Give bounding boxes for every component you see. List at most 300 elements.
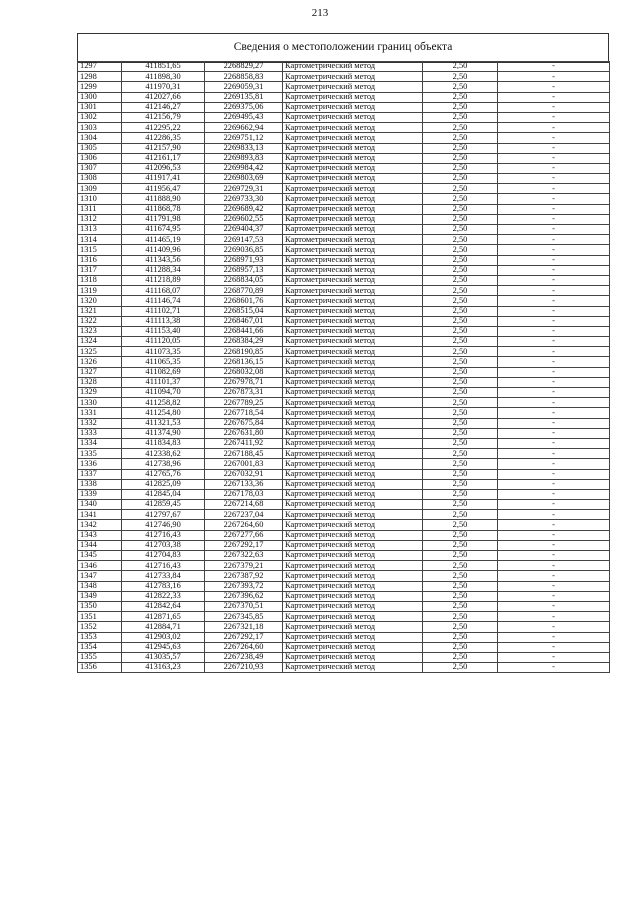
point-number-cell: 1311 xyxy=(78,204,122,214)
y-coordinate-cell: 2269059,31 xyxy=(205,82,283,92)
point-number-cell: 1306 xyxy=(78,153,122,163)
y-coordinate-cell: 2267345,85 xyxy=(205,612,283,622)
y-coordinate-cell: 2267396,62 xyxy=(205,591,283,601)
note-cell: - xyxy=(498,347,610,357)
x-coordinate-cell: 412704,83 xyxy=(122,551,205,561)
precision-cell: 2,50 xyxy=(423,601,498,611)
point-number-cell: 1335 xyxy=(78,449,122,459)
note-cell: - xyxy=(498,72,610,82)
precision-cell: 2,50 xyxy=(423,275,498,285)
table-row xyxy=(78,286,610,296)
method-cell: Картометрический метод xyxy=(283,479,423,489)
point-number-cell: 1345 xyxy=(78,551,122,561)
x-coordinate-cell: 412733,84 xyxy=(122,571,205,581)
precision-cell: 2,50 xyxy=(423,184,498,194)
table-row xyxy=(78,225,610,235)
note-cell: - xyxy=(498,510,610,520)
y-coordinate-cell: 2268515,04 xyxy=(205,306,283,316)
x-coordinate-cell: 411791,98 xyxy=(122,214,205,224)
table-row xyxy=(78,367,610,377)
note-cell: - xyxy=(498,296,610,306)
y-coordinate-cell: 2267188,45 xyxy=(205,449,283,459)
x-coordinate-cell: 411101,37 xyxy=(122,377,205,387)
y-coordinate-cell: 2267214,68 xyxy=(205,500,283,510)
precision-cell: 2,50 xyxy=(423,296,498,306)
x-coordinate-cell: 411917,41 xyxy=(122,174,205,184)
point-number-cell: 1318 xyxy=(78,275,122,285)
table-row xyxy=(78,459,610,469)
method-cell: Картометрический метод xyxy=(283,184,423,194)
point-number-cell: 1323 xyxy=(78,326,122,336)
table-row xyxy=(78,398,610,408)
note-cell: - xyxy=(498,642,610,652)
x-coordinate-cell: 411465,19 xyxy=(122,235,205,245)
x-coordinate-cell: 411102,71 xyxy=(122,306,205,316)
method-cell: Картометрический метод xyxy=(283,306,423,316)
point-number-cell: 1321 xyxy=(78,306,122,316)
x-coordinate-cell: 412146,27 xyxy=(122,102,205,112)
note-cell: - xyxy=(498,652,610,662)
method-cell: Картометрический метод xyxy=(283,235,423,245)
note-cell: - xyxy=(498,286,610,296)
precision-cell: 2,50 xyxy=(423,357,498,367)
table-row xyxy=(78,82,610,92)
precision-cell: 2,50 xyxy=(423,225,498,235)
method-cell: Картометрический метод xyxy=(283,591,423,601)
x-coordinate-cell: 412716,43 xyxy=(122,561,205,571)
method-cell: Картометрический метод xyxy=(283,194,423,204)
table-row xyxy=(78,326,610,336)
table-row xyxy=(78,62,610,72)
method-cell: Картометрический метод xyxy=(283,133,423,143)
note-cell: - xyxy=(498,123,610,133)
precision-cell: 2,50 xyxy=(423,500,498,510)
x-coordinate-cell: 412822,33 xyxy=(122,591,205,601)
point-number-cell: 1329 xyxy=(78,388,122,398)
method-cell: Картометрический метод xyxy=(283,326,423,336)
precision-cell: 2,50 xyxy=(423,204,498,214)
method-cell: Картометрический метод xyxy=(283,449,423,459)
y-coordinate-cell: 2269495,43 xyxy=(205,112,283,122)
x-coordinate-cell: 412765,76 xyxy=(122,469,205,479)
precision-cell: 2,50 xyxy=(423,561,498,571)
table-row xyxy=(78,530,610,540)
table-row xyxy=(78,153,610,163)
precision-cell: 2,50 xyxy=(423,377,498,387)
method-cell: Картометрический метод xyxy=(283,459,423,469)
precision-cell: 2,50 xyxy=(423,133,498,143)
method-cell: Картометрический метод xyxy=(283,540,423,550)
note-cell: - xyxy=(498,235,610,245)
table-row xyxy=(78,438,610,448)
point-number-cell: 1314 xyxy=(78,235,122,245)
table-row xyxy=(78,540,610,550)
table-row xyxy=(78,520,610,530)
precision-cell: 2,50 xyxy=(423,571,498,581)
point-number-cell: 1309 xyxy=(78,184,122,194)
x-coordinate-cell: 412286,35 xyxy=(122,133,205,143)
table-row xyxy=(78,500,610,510)
y-coordinate-cell: 2268032,08 xyxy=(205,367,283,377)
method-cell: Картометрический метод xyxy=(283,367,423,377)
note-cell: - xyxy=(498,337,610,347)
table-row xyxy=(78,245,610,255)
note-cell: - xyxy=(498,367,610,377)
note-cell: - xyxy=(498,174,610,184)
method-cell: Картометрический метод xyxy=(283,418,423,428)
point-number-cell: 1339 xyxy=(78,489,122,499)
method-cell: Картометрический метод xyxy=(283,632,423,642)
note-cell: - xyxy=(498,112,610,122)
note-cell: - xyxy=(498,388,610,398)
method-cell: Картометрический метод xyxy=(283,622,423,632)
table-row xyxy=(78,235,610,245)
x-coordinate-cell: 412716,43 xyxy=(122,530,205,540)
x-coordinate-cell: 411888,90 xyxy=(122,194,205,204)
method-cell: Картометрический метод xyxy=(283,286,423,296)
table-row xyxy=(78,551,610,561)
precision-cell: 2,50 xyxy=(423,255,498,265)
table-row xyxy=(78,163,610,173)
point-number-cell: 1310 xyxy=(78,194,122,204)
y-coordinate-cell: 2267718,54 xyxy=(205,408,283,418)
x-coordinate-cell: 411146,74 xyxy=(122,296,205,306)
point-number-cell: 1305 xyxy=(78,143,122,153)
x-coordinate-cell: 411898,30 xyxy=(122,72,205,82)
y-coordinate-cell: 2268770,89 xyxy=(205,286,283,296)
y-coordinate-cell: 2269733,30 xyxy=(205,194,283,204)
note-cell: - xyxy=(498,530,610,540)
x-coordinate-cell: 411073,35 xyxy=(122,347,205,357)
y-coordinate-cell: 2268957,13 xyxy=(205,265,283,275)
y-coordinate-cell: 2267789,25 xyxy=(205,398,283,408)
method-cell: Картометрический метод xyxy=(283,204,423,214)
x-coordinate-cell: 411851,65 xyxy=(122,62,205,72)
precision-cell: 2,50 xyxy=(423,347,498,357)
x-coordinate-cell: 411409,96 xyxy=(122,245,205,255)
y-coordinate-cell: 2267379,21 xyxy=(205,561,283,571)
table-row xyxy=(78,469,610,479)
method-cell: Картометрический метод xyxy=(283,102,423,112)
table-row xyxy=(78,275,610,285)
table-row xyxy=(78,306,610,316)
table-row xyxy=(78,388,610,398)
table-row xyxy=(78,184,610,194)
point-number-cell: 1336 xyxy=(78,459,122,469)
x-coordinate-cell: 411065,35 xyxy=(122,357,205,367)
table-row xyxy=(78,479,610,489)
precision-cell: 2,50 xyxy=(423,581,498,591)
precision-cell: 2,50 xyxy=(423,418,498,428)
precision-cell: 2,50 xyxy=(423,591,498,601)
point-number-cell: 1356 xyxy=(78,663,122,673)
x-coordinate-cell: 412903,02 xyxy=(122,632,205,642)
method-cell: Картометрический метод xyxy=(283,551,423,561)
y-coordinate-cell: 2267277,66 xyxy=(205,530,283,540)
x-coordinate-cell: 411343,56 xyxy=(122,255,205,265)
method-cell: Картометрический метод xyxy=(283,642,423,652)
note-cell: - xyxy=(498,377,610,387)
point-number-cell: 1334 xyxy=(78,438,122,448)
table-row xyxy=(78,449,610,459)
note-cell: - xyxy=(498,204,610,214)
note-cell: - xyxy=(498,622,610,632)
precision-cell: 2,50 xyxy=(423,265,498,275)
y-coordinate-cell: 2269833,13 xyxy=(205,143,283,153)
precision-cell: 2,50 xyxy=(423,530,498,540)
point-number-cell: 1353 xyxy=(78,632,122,642)
precision-cell: 2,50 xyxy=(423,612,498,622)
x-coordinate-cell: 411374,90 xyxy=(122,428,205,438)
method-cell: Картометрический метод xyxy=(283,225,423,235)
precision-cell: 2,50 xyxy=(423,245,498,255)
y-coordinate-cell: 2267411,92 xyxy=(205,438,283,448)
point-number-cell: 1317 xyxy=(78,265,122,275)
precision-cell: 2,50 xyxy=(423,194,498,204)
note-cell: - xyxy=(498,500,610,510)
note-cell: - xyxy=(498,479,610,489)
method-cell: Картометрический метод xyxy=(283,347,423,357)
precision-cell: 2,50 xyxy=(423,102,498,112)
y-coordinate-cell: 2269893,83 xyxy=(205,153,283,163)
note-cell: - xyxy=(498,194,610,204)
table-row xyxy=(78,408,610,418)
method-cell: Картометрический метод xyxy=(283,296,423,306)
point-number-cell: 1325 xyxy=(78,347,122,357)
table-row xyxy=(78,632,610,642)
y-coordinate-cell: 2269375,06 xyxy=(205,102,283,112)
table-row xyxy=(78,357,610,367)
y-coordinate-cell: 2267292,17 xyxy=(205,540,283,550)
y-coordinate-cell: 2269135,81 xyxy=(205,92,283,102)
x-coordinate-cell: 412945,63 xyxy=(122,642,205,652)
note-cell: - xyxy=(498,438,610,448)
method-cell: Картометрический метод xyxy=(283,82,423,92)
point-number-cell: 1349 xyxy=(78,591,122,601)
point-number-cell: 1340 xyxy=(78,500,122,510)
note-cell: - xyxy=(498,571,610,581)
y-coordinate-cell: 2267001,83 xyxy=(205,459,283,469)
table-row xyxy=(78,489,610,499)
note-cell: - xyxy=(498,316,610,326)
method-cell: Картометрический метод xyxy=(283,174,423,184)
point-number-cell: 1303 xyxy=(78,123,122,133)
point-number-cell: 1341 xyxy=(78,510,122,520)
x-coordinate-cell: 412156,79 xyxy=(122,112,205,122)
y-coordinate-cell: 2269404,37 xyxy=(205,225,283,235)
precision-cell: 2,50 xyxy=(423,123,498,133)
note-cell: - xyxy=(498,469,610,479)
method-cell: Картометрический метод xyxy=(283,275,423,285)
x-coordinate-cell: 412027,66 xyxy=(122,92,205,102)
x-coordinate-cell: 412825,09 xyxy=(122,479,205,489)
x-coordinate-cell: 411082,69 xyxy=(122,367,205,377)
point-number-cell: 1302 xyxy=(78,112,122,122)
y-coordinate-cell: 2267264,60 xyxy=(205,642,283,652)
x-coordinate-cell: 413035,57 xyxy=(122,652,205,662)
y-coordinate-cell: 2269662,94 xyxy=(205,123,283,133)
method-cell: Картометрический метод xyxy=(283,153,423,163)
point-number-cell: 1332 xyxy=(78,418,122,428)
precision-cell: 2,50 xyxy=(423,459,498,469)
method-cell: Картометрический метод xyxy=(283,316,423,326)
point-number-cell: 1320 xyxy=(78,296,122,306)
note-cell: - xyxy=(498,255,610,265)
precision-cell: 2,50 xyxy=(423,82,498,92)
table-row xyxy=(78,652,610,662)
method-cell: Картометрический метод xyxy=(283,652,423,662)
y-coordinate-cell: 2269036,85 xyxy=(205,245,283,255)
method-cell: Картометрический метод xyxy=(283,469,423,479)
table-row xyxy=(78,581,610,591)
note-cell: - xyxy=(498,408,610,418)
table-row xyxy=(78,612,610,622)
y-coordinate-cell: 2268971,93 xyxy=(205,255,283,265)
x-coordinate-cell: 412096,53 xyxy=(122,163,205,173)
method-cell: Картометрический метод xyxy=(283,357,423,367)
point-number-cell: 1313 xyxy=(78,225,122,235)
precision-cell: 2,50 xyxy=(423,398,498,408)
method-cell: Картометрический метод xyxy=(283,337,423,347)
precision-cell: 2,50 xyxy=(423,143,498,153)
x-coordinate-cell: 411168,07 xyxy=(122,286,205,296)
y-coordinate-cell: 2267631,80 xyxy=(205,428,283,438)
x-coordinate-cell: 411288,34 xyxy=(122,265,205,275)
point-number-cell: 1299 xyxy=(78,82,122,92)
point-number-cell: 1355 xyxy=(78,652,122,662)
method-cell: Картометрический метод xyxy=(283,428,423,438)
x-coordinate-cell: 412738,96 xyxy=(122,459,205,469)
note-cell: - xyxy=(498,489,610,499)
y-coordinate-cell: 2268384,29 xyxy=(205,337,283,347)
table-row xyxy=(78,92,610,102)
y-coordinate-cell: 2267133,36 xyxy=(205,479,283,489)
x-coordinate-cell: 411094,70 xyxy=(122,388,205,398)
x-coordinate-cell: 412338,62 xyxy=(122,449,205,459)
note-cell: - xyxy=(498,82,610,92)
x-coordinate-cell: 411153,40 xyxy=(122,326,205,336)
precision-cell: 2,50 xyxy=(423,153,498,163)
y-coordinate-cell: 2267238,49 xyxy=(205,652,283,662)
precision-cell: 2,50 xyxy=(423,642,498,652)
table-row xyxy=(78,510,610,520)
table-row xyxy=(78,102,610,112)
y-coordinate-cell: 2267178,03 xyxy=(205,489,283,499)
point-number-cell: 1326 xyxy=(78,357,122,367)
x-coordinate-cell: 411321,53 xyxy=(122,418,205,428)
table-row xyxy=(78,561,610,571)
y-coordinate-cell: 2268467,01 xyxy=(205,316,283,326)
note-cell: - xyxy=(498,398,610,408)
method-cell: Картометрический метод xyxy=(283,571,423,581)
precision-cell: 2,50 xyxy=(423,469,498,479)
note-cell: - xyxy=(498,326,610,336)
note-cell: - xyxy=(498,153,610,163)
note-cell: - xyxy=(498,459,610,469)
table-frame xyxy=(77,33,609,63)
table-row xyxy=(78,204,610,214)
table-row xyxy=(78,72,610,82)
x-coordinate-cell: 411218,89 xyxy=(122,275,205,285)
table-row xyxy=(78,112,610,122)
method-cell: Картометрический метод xyxy=(283,530,423,540)
method-cell: Картометрический метод xyxy=(283,163,423,173)
note-cell: - xyxy=(498,357,610,367)
x-coordinate-cell: 411868,78 xyxy=(122,204,205,214)
coordinates-table-body xyxy=(78,62,610,673)
point-number-cell: 1300 xyxy=(78,92,122,102)
precision-cell: 2,50 xyxy=(423,72,498,82)
method-cell: Картометрический метод xyxy=(283,489,423,499)
x-coordinate-cell: 412783,16 xyxy=(122,581,205,591)
precision-cell: 2,50 xyxy=(423,438,498,448)
note-cell: - xyxy=(498,184,610,194)
x-coordinate-cell: 411120,05 xyxy=(122,337,205,347)
y-coordinate-cell: 2269751,12 xyxy=(205,133,283,143)
table-row xyxy=(78,337,610,347)
point-number-cell: 1343 xyxy=(78,530,122,540)
point-number-cell: 1328 xyxy=(78,377,122,387)
precision-cell: 2,50 xyxy=(423,214,498,224)
y-coordinate-cell: 2267675,84 xyxy=(205,418,283,428)
table-row xyxy=(78,174,610,184)
point-number-cell: 1333 xyxy=(78,428,122,438)
point-number-cell: 1297 xyxy=(78,62,122,72)
method-cell: Картометрический метод xyxy=(283,408,423,418)
precision-cell: 2,50 xyxy=(423,367,498,377)
note-cell: - xyxy=(498,275,610,285)
point-number-cell: 1354 xyxy=(78,642,122,652)
x-coordinate-cell: 411674,95 xyxy=(122,225,205,235)
method-cell: Картометрический метод xyxy=(283,438,423,448)
note-cell: - xyxy=(498,133,610,143)
y-coordinate-cell: 2267321,18 xyxy=(205,622,283,632)
point-number-cell: 1324 xyxy=(78,337,122,347)
y-coordinate-cell: 2269803,69 xyxy=(205,174,283,184)
y-coordinate-cell: 2268601,76 xyxy=(205,296,283,306)
point-number-cell: 1298 xyxy=(78,72,122,82)
note-cell: - xyxy=(498,214,610,224)
precision-cell: 2,50 xyxy=(423,92,498,102)
y-coordinate-cell: 2267264,60 xyxy=(205,520,283,530)
point-number-cell: 1301 xyxy=(78,102,122,112)
method-cell: Картометрический метод xyxy=(283,388,423,398)
method-cell: Картометрический метод xyxy=(283,72,423,82)
point-number-cell: 1327 xyxy=(78,367,122,377)
point-number-cell: 1342 xyxy=(78,520,122,530)
point-number-cell: 1348 xyxy=(78,581,122,591)
method-cell: Картометрический метод xyxy=(283,601,423,611)
precision-cell: 2,50 xyxy=(423,62,498,72)
x-coordinate-cell: 412703,38 xyxy=(122,540,205,550)
method-cell: Картометрический метод xyxy=(283,612,423,622)
precision-cell: 2,50 xyxy=(423,408,498,418)
y-coordinate-cell: 2268136,15 xyxy=(205,357,283,367)
y-coordinate-cell: 2269689,42 xyxy=(205,204,283,214)
note-cell: - xyxy=(498,520,610,530)
method-cell: Картометрический метод xyxy=(283,561,423,571)
precision-cell: 2,50 xyxy=(423,316,498,326)
y-coordinate-cell: 2269984,42 xyxy=(205,163,283,173)
precision-cell: 2,50 xyxy=(423,306,498,316)
point-number-cell: 1319 xyxy=(78,286,122,296)
note-cell: - xyxy=(498,551,610,561)
note-cell: - xyxy=(498,632,610,642)
precision-cell: 2,50 xyxy=(423,428,498,438)
table-row xyxy=(78,347,610,357)
y-coordinate-cell: 2267978,71 xyxy=(205,377,283,387)
table-row xyxy=(78,428,610,438)
